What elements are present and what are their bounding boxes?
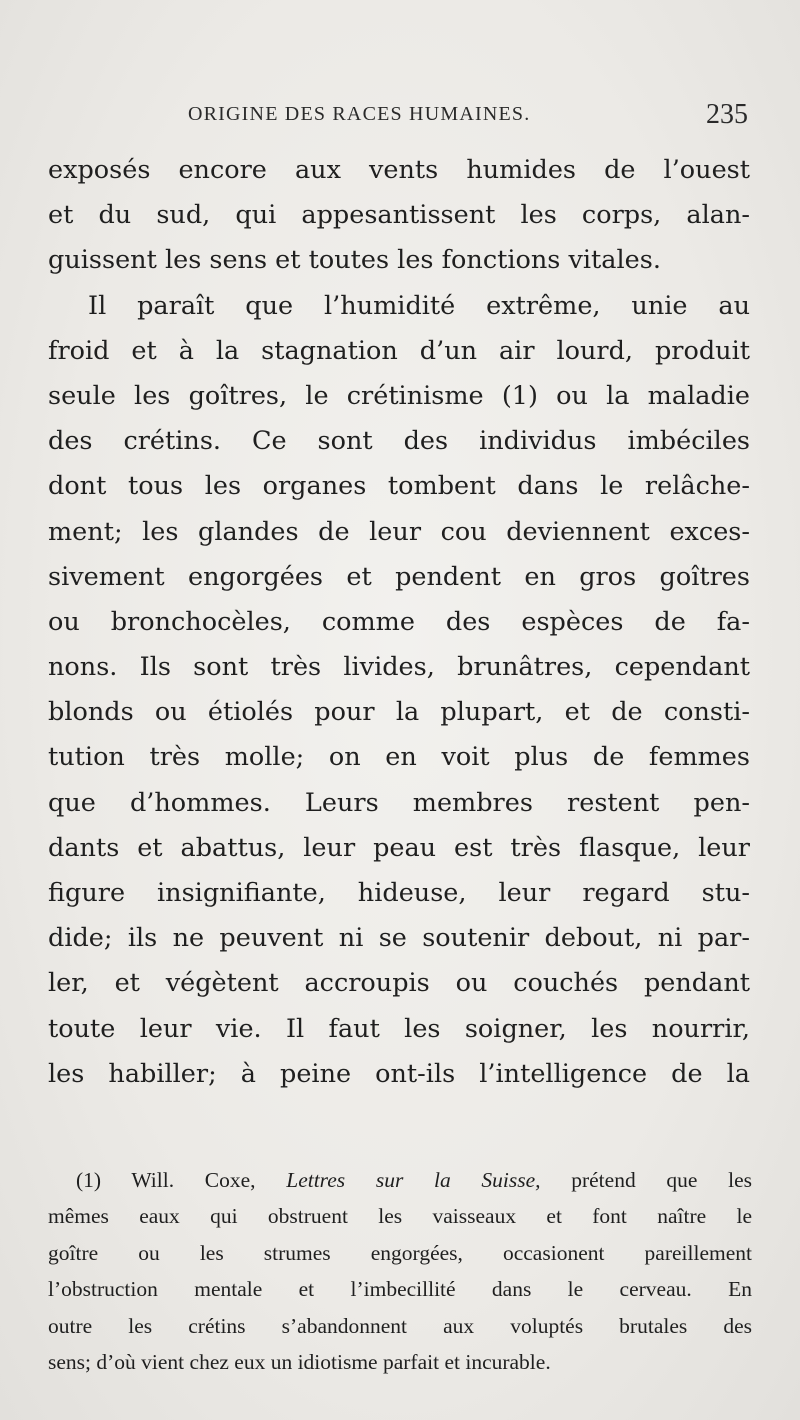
text-line: guissent les sens et toutes les fonctions vitales. <box>48 245 661 276</box>
footnote-author: Will. Coxe, <box>131 1168 256 1192</box>
body-text <box>48 148 750 1097</box>
footnote-line: outre les crétins s’abandonnent aux voluptés brutales des <box>48 1313 752 1338</box>
footnote-line: goître ou les strumes engorgées, occasionent pareillement <box>48 1240 752 1265</box>
text-line: les habiller; à peine ont-ils l’intelligence de la <box>48 1058 750 1089</box>
show-through-shadow <box>40 1112 760 1144</box>
text-line: dont tous les organes tombent dans le relâche- <box>48 471 750 502</box>
footnote-line: l’obstruction mentale et l’imbecillité dans le cerveau. En <box>48 1277 752 1302</box>
text-line: exposés encore aux vents humides de l’ouest <box>48 155 750 185</box>
text-line: sivement engorgées et pendent en gros goîtres <box>48 561 750 592</box>
text-line: dants et abattus, leur peau est très flasque, leur <box>48 832 750 863</box>
footnote <box>48 1162 752 1380</box>
page-header <box>0 99 800 139</box>
text-line: dide; ils ne peuvent ni se soutenir debout, ni par- <box>48 923 750 954</box>
footnote-line: sens; d’où vient chez eux un idiotisme parfait et incurable. <box>48 1349 551 1374</box>
text-line: blonds ou étiolés pour la plupart, et de consti- <box>48 697 750 728</box>
text-line: seule les goîtres, le crétinisme (1) ou la maladie <box>48 380 750 411</box>
footnote-marker: (1) <box>76 1168 102 1192</box>
text-line: tution très molle; on en voit plus de femmes <box>48 742 750 773</box>
text-line: figure insignifiante, hideuse, leur regard stu- <box>48 878 750 908</box>
text-line: froid et à la stagnation d’un air lourd, produit <box>48 335 750 366</box>
text-line: ment; les glandes de leur cou deviennent exces- <box>48 516 750 547</box>
text-line: et du sud, qui appesantissent les corps, alan- <box>48 200 750 231</box>
text-line: ler, et végètent accroupis ou couchés pendant <box>48 968 750 999</box>
footnote-work-title: Lettres sur la Suisse, <box>286 1168 541 1192</box>
footnote-line <box>48 1162 752 1198</box>
text-line: ou bronchocèles, comme des espèces de fa- <box>48 606 750 637</box>
text-line: nons. Ils sont très livides, brunâtres, cependant <box>48 652 750 683</box>
footnote-line-rest: prétend que les <box>571 1168 752 1192</box>
page-number: 235 <box>706 99 748 130</box>
text-line: toute leur vie. Il faut les soigner, les nourrir, <box>48 1013 750 1044</box>
text-line: des crétins. Ce sont des individus imbéciles <box>48 426 750 457</box>
text-line: que d’hommes. Leurs membres restent pen- <box>48 787 750 818</box>
running-title: ORIGINE DES RACES HUMAINES. <box>188 103 531 125</box>
footnote-line: mêmes eaux qui obstruent les vaisseaux et font naître le <box>48 1204 752 1229</box>
text-line: Il paraît que l’humidité extrême, unie au <box>88 290 750 321</box>
